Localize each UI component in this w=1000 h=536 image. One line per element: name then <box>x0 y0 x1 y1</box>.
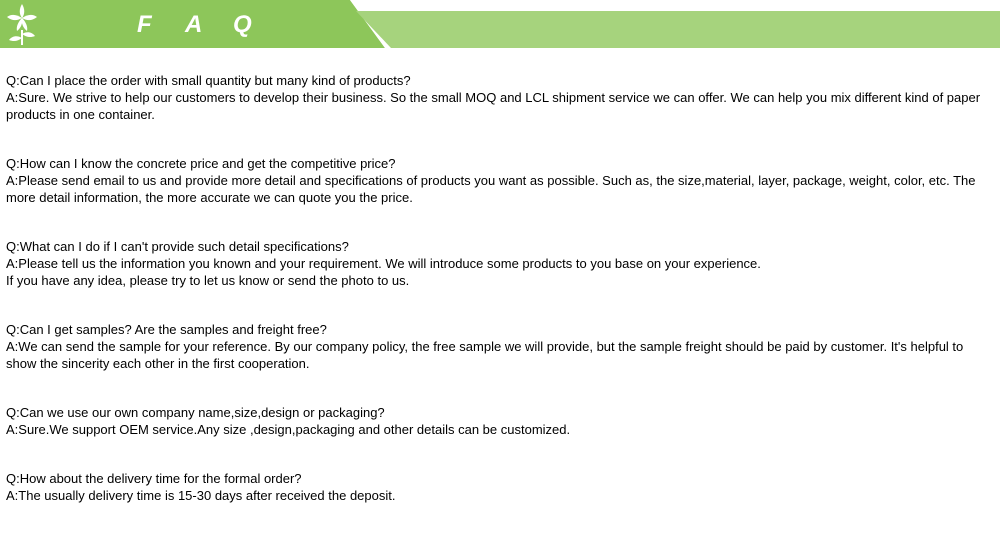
flower-icon <box>0 0 45 46</box>
answer: A:The usually delivery time is 15-30 days after received the deposit. <box>6 488 396 503</box>
banner-title <box>137 10 281 40</box>
answer: A:We can send the sample for your reference. By our company policy, the free sample we will provide, but the sample freight should be paid by customer. It's helpful to show the sincerity each other in the first cooperation. <box>6 339 964 371</box>
faq-list <box>6 72 996 536</box>
answer: A:Please send email to us and provide more detail and specifications of products you want as possible. Such as, the size,material, layer, package, weight, color, etc. The more detail information, the more accurate we can quote you the price. <box>6 173 976 205</box>
answer-continued: If you have any idea, please try to let us know or send the photo to us. <box>6 273 410 288</box>
question: Q:What can I do if I can't provide such detail specifications? <box>6 239 349 254</box>
answer: A:Sure.We support OEM service.Any size ,design,packaging and other details can be customized. <box>6 422 571 437</box>
title-letter-q: Q <box>233 11 252 38</box>
question: Q:Can we use our own company name,size,design or packaging? <box>6 405 385 420</box>
faq-item <box>6 238 996 289</box>
title-letter-f: F <box>137 11 152 38</box>
faq-item <box>6 470 996 504</box>
question: Q:How about the delivery time for the formal order? <box>6 471 302 486</box>
title-letter-a: A <box>185 11 203 38</box>
answer: A:Please tell us the information you known and your requirement. We will introduce some products to you base on your experience. <box>6 256 761 271</box>
faq-item <box>6 155 996 206</box>
faq-item <box>6 321 996 372</box>
answer: A:Sure. We strive to help our customers to develop their business. So the small MOQ and LCL shipment service we can offer. We can help you mix different kind of paper products in one container. <box>6 90 981 122</box>
faq-item <box>6 72 996 123</box>
question: Q:Can I place the order with small quantity but many kind of products? <box>6 73 411 88</box>
question: Q:Can I get samples? Are the samples and freight free? <box>6 322 327 337</box>
faq-banner <box>0 0 1000 50</box>
question: Q:How can I know the concrete price and get the competitive price? <box>6 156 396 171</box>
faq-item <box>6 404 996 438</box>
